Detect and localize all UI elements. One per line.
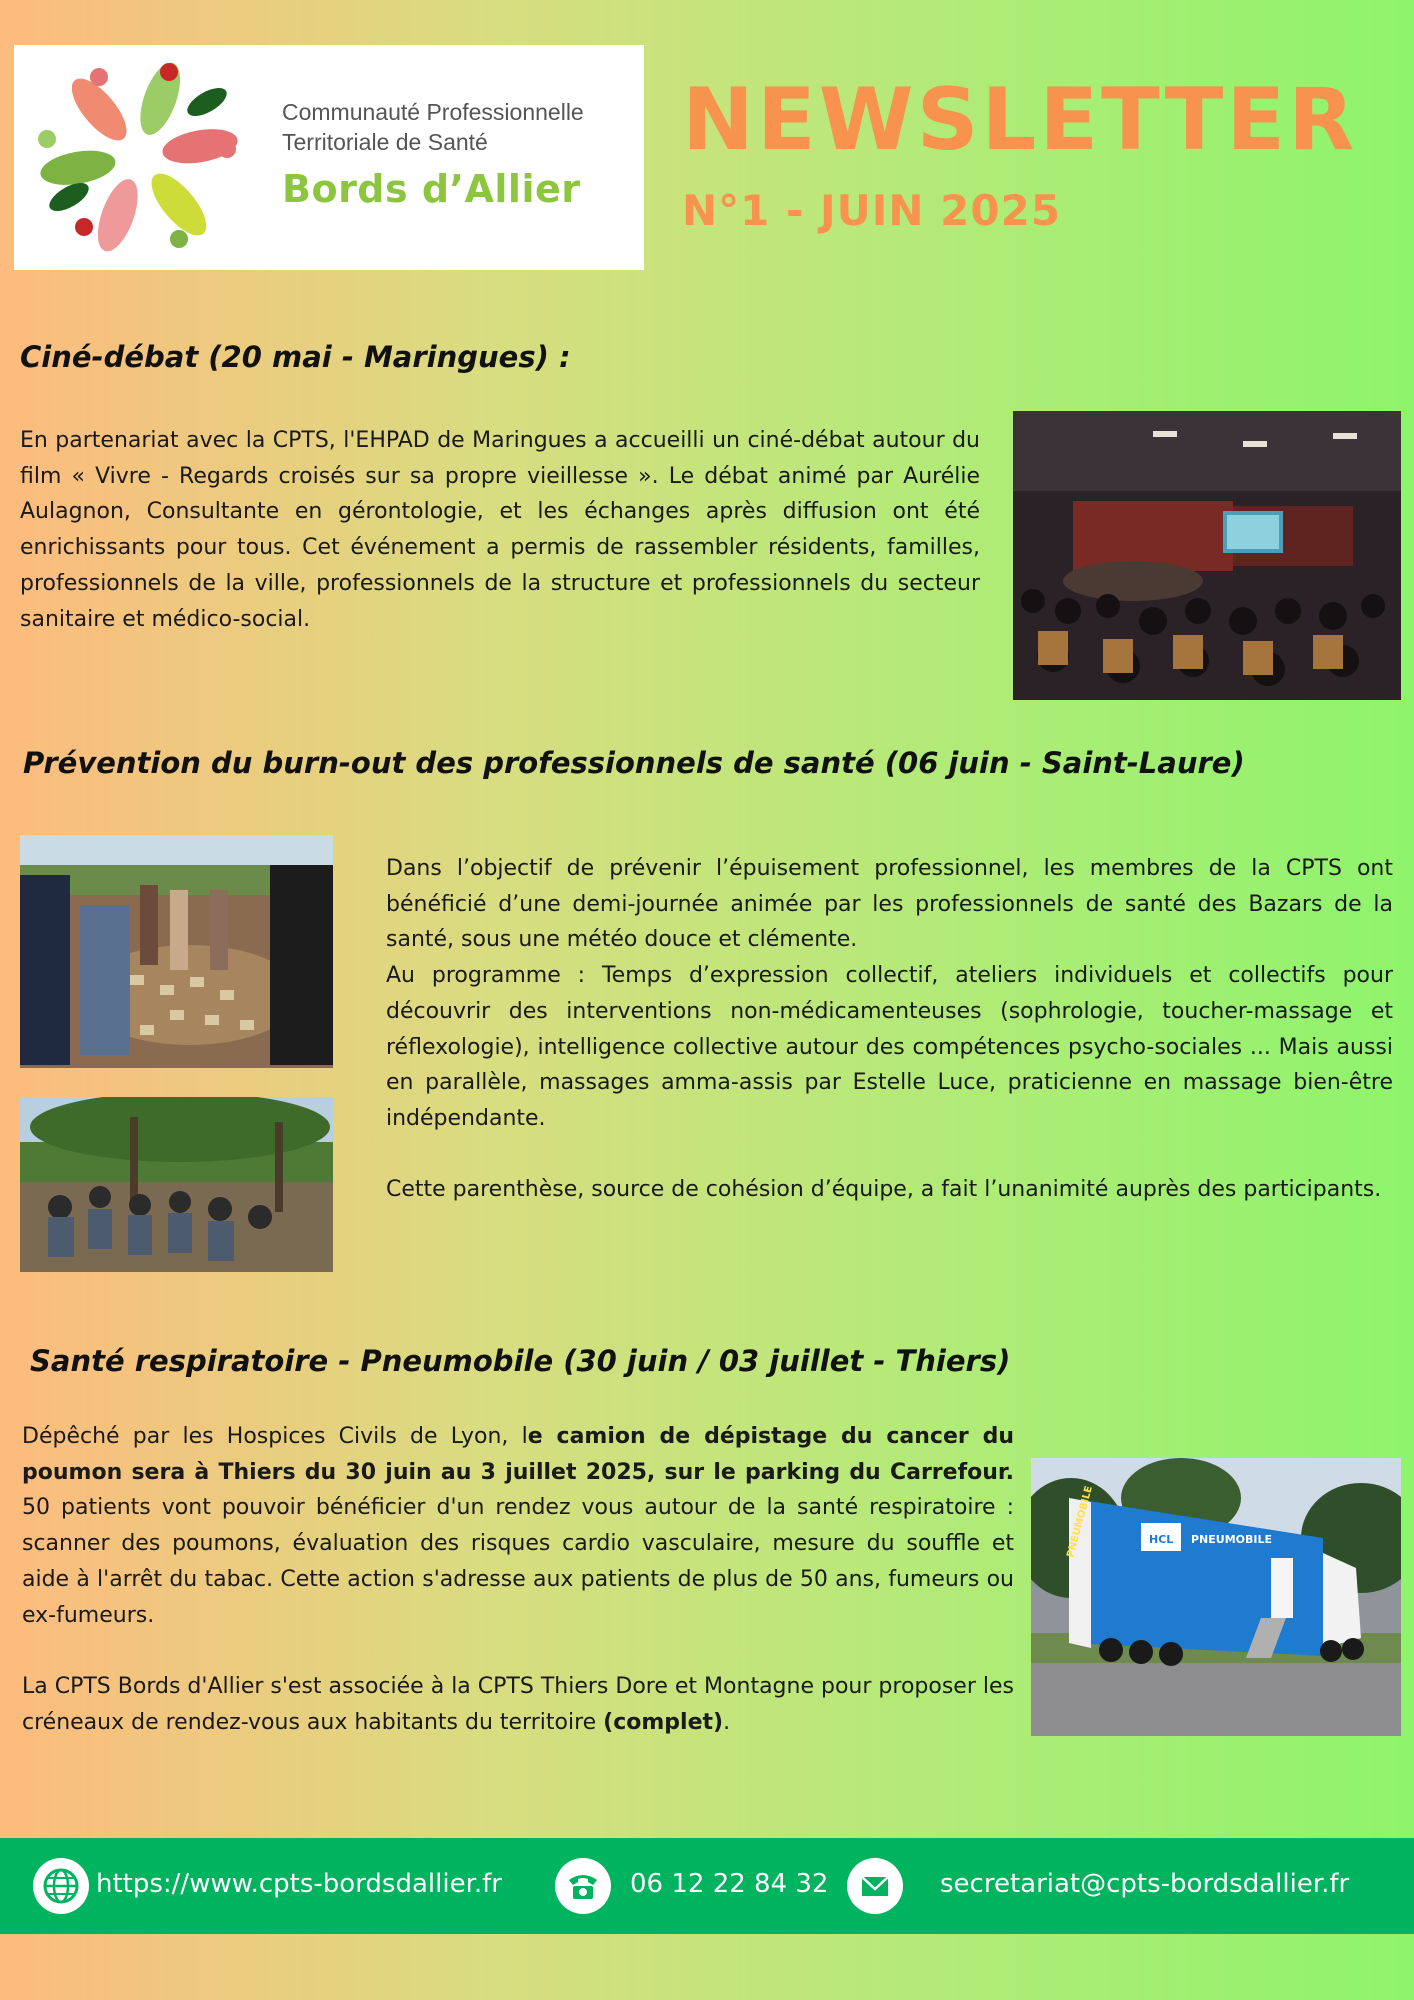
photo-atelier-cartes: [20, 835, 333, 1068]
paragraph: [22, 1669, 1014, 1740]
newsletter-issue: N°1 - JUIN 2025: [682, 186, 1062, 235]
footer: [0, 1838, 1414, 1934]
newsletter-title: NEWSLETTER: [682, 70, 1358, 170]
paragraph: Dans l’objectif de prévenir l’épuisement professionnel, les membres de la CPTS ont bénéficié d’une demi-journée animée par les professionnels de santé des Bazars de la santé, sous une météo douce et clémente.: [386, 856, 1393, 953]
paragraph: En partenariat avec la CPTS, l'EHPAD de Maringues a accueilli un ciné-débat autour du film « Vivre - Regards croisés sur sa propre vieillesse ». Le débat animé par Aurélie Aulagnon, Consultante en gérontologie, et les échanges après diffusion ont été enrichissants pour tous. Cet événement a permis de rassembler résidents, familles, professionnels de la ville, professionnels de la structure et professionnels du secteur sanitaire et médico-social.: [20, 428, 980, 632]
paragraph: Cette parenthèse, source de cohésion d’équipe, a fait l’unanimité auprès des participants.: [386, 1177, 1382, 1203]
globe-icon: [33, 1858, 89, 1914]
truck-badge: HCL: [1149, 1533, 1174, 1546]
text-run: .: [723, 1709, 731, 1735]
footer-phone[interactable]: 06 12 22 84 32: [630, 1869, 829, 1899]
text-run: La CPTS Bords d'Allier s'est associée à la CPTS Thiers Dore et Montagne pour proposer les créneaux de rendez-vous aux habitants du territoire: [22, 1673, 1014, 1735]
footer-website-link[interactable]: https://www.cpts-bordsdallier.fr: [96, 1869, 502, 1899]
footer-email-link[interactable]: secretariat@cpts-bordsdallier.fr: [940, 1869, 1350, 1899]
truck-panel-title: PNEUMOBILE: [1191, 1533, 1273, 1546]
text-run-bold: e camion de dépistage du cancer du poumon sera à Thiers du 30 juin au 3 juillet 2025, sur le parking du Carrefour.: [22, 1424, 1014, 1485]
logo-line2: Territoriale de Santé: [282, 129, 488, 155]
text-run: 50 patients vont pouvoir bénéficier d'un rendez vous autour de la santé respiratoire : scanner des poumons, évaluation des risques cardio vasculaire, mesure du souffle et aide à l'arrêt du tabac. Cette action s'adresse aux patients de plus de 50 ans, fumeurs ou ex-fumeurs.: [22, 1495, 1014, 1628]
section-title-pneumobile: Santé respiratoire - Pneumobile (30 juin / 03 juillet - Thiers): [30, 1344, 1011, 1378]
phone-icon: [555, 1858, 611, 1914]
text-run-bold: (complet): [603, 1709, 724, 1735]
section-body-burn-out: [386, 851, 1393, 1208]
section-title-burn-out: Prévention du burn-out des professionnels de santé (06 juin - Saint-Laure): [23, 746, 1245, 780]
logo-name: Bords d’Allier: [282, 167, 581, 211]
logo-tagline: [282, 97, 584, 157]
photo-cercle-arbres: [20, 1097, 333, 1272]
photo-pneumobile: [1031, 1458, 1401, 1736]
text-run: Dépêché par les Hospices Civils de Lyon, l: [22, 1424, 528, 1449]
logo-line1: Communauté Professionnelle: [282, 99, 584, 125]
logo-mark-icon: [28, 49, 250, 266]
truck-side-label: PNEUMOBILE: [1065, 1484, 1095, 1559]
section-body-pneumobile: [22, 1419, 1014, 1740]
paragraph: [22, 1419, 1014, 1633]
photo-cine-debat: [1013, 411, 1401, 700]
logo: [14, 45, 644, 270]
section-body-cine-debat: [20, 423, 980, 637]
section-title-cine-debat: Ciné-débat (20 mai - Maringues) :: [20, 340, 571, 374]
paragraph: Au programme : Temps d’expression collectif, ateliers individuels et collectifs pour découvrir des interventions non-médicamenteuses (sophrologie, toucher-massage et réflexologie), intelligence collective autour des compétences psycho-sociales ... Mais aussi en parallèle, massages amma-assis par Estelle Luce, praticienne en massage bien-être indépendante.: [386, 963, 1393, 1131]
email-icon: [847, 1858, 903, 1914]
